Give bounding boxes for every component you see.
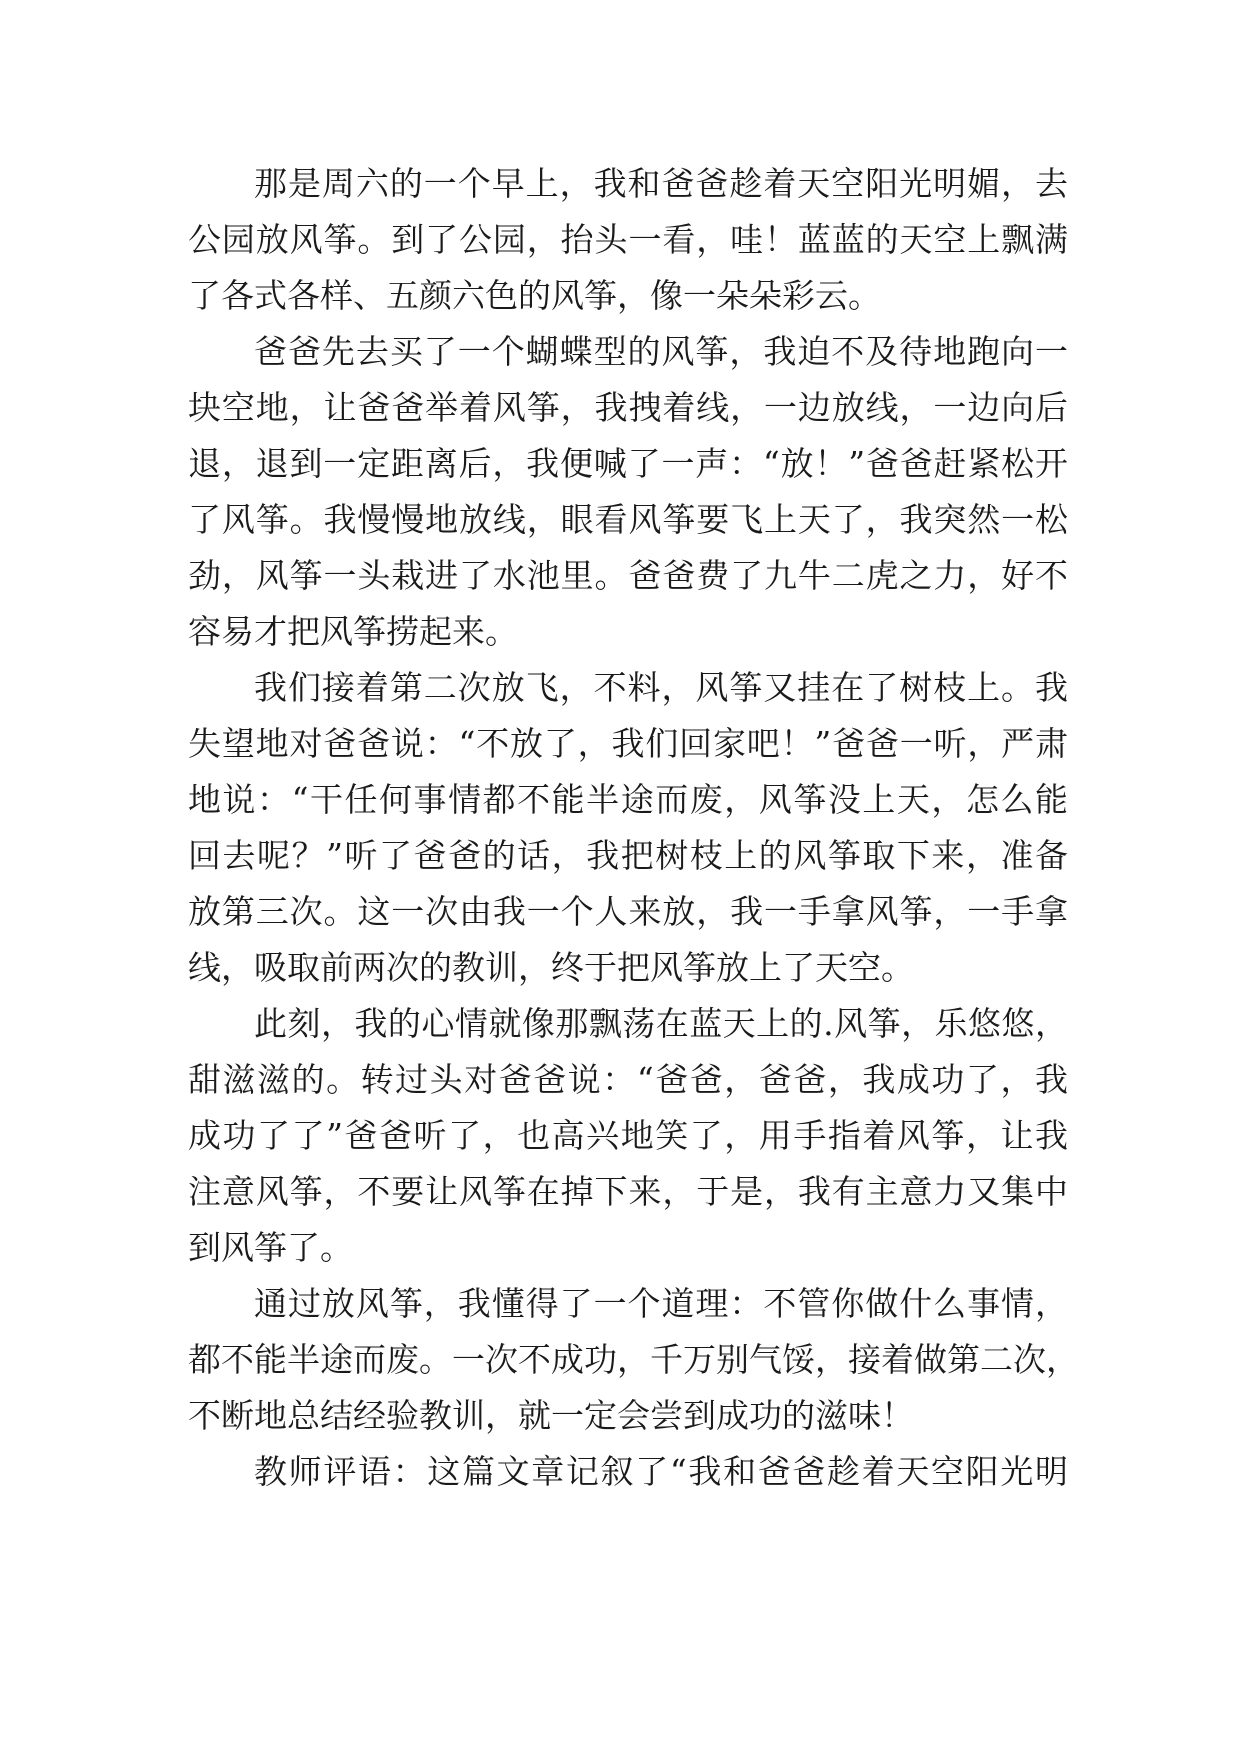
text-line: 成功了了”爸爸听了，也高兴地笑了，用手指着风筝，让我 [188, 1116, 1068, 1155]
paragraph-5 [188, 1276, 1079, 1444]
text-line: 地说：“干任何事情都不能半途而废，风筝没上天，怎么能 [188, 780, 1068, 819]
text-line: 失望地对爸爸说：“不放了，我们回家吧！”爸爸一听，严肃 [188, 724, 1068, 763]
text-line: 到风筝了。 [188, 1228, 353, 1267]
paragraph-3 [188, 660, 1068, 996]
text-line: 我们接着第二次放飞，不料，风筝又挂在了树枝上。我 [254, 668, 1068, 707]
text-line: 那是周六的一个早上，我和爸爸趁着天空阳光明媚，去 [254, 164, 1068, 203]
text-line: 回去呢？”听了爸爸的话，我把树枝上的风筝取下来，准备 [188, 836, 1068, 875]
text-line: 通过放风筝，我懂得了一个道理：不管你做什么事情， [254, 1284, 1068, 1323]
text-line: 不断地总结经验教训，就一定会尝到成功的滋味！ [188, 1396, 914, 1435]
text-line: 爸爸先去买了一个蝴蝶型的风筝，我迫不及待地跑向一 [254, 332, 1068, 371]
text-line: 线，吸取前两次的教训，终于把风筝放上了天空。 [188, 948, 914, 987]
paragraph-2 [188, 324, 1068, 660]
paragraph-1 [188, 156, 1068, 324]
text-line: 此刻，我的心情就像那飘荡在蓝天上的.风筝，乐悠悠， [254, 1004, 1068, 1043]
text-line: 退，退到一定距离后，我便喊了一声：“放！”爸爸赶紧松开 [188, 444, 1068, 483]
text-line: 公园放风筝。到了公园，抬头一看，哇！蓝蓝的天空上飘满 [188, 220, 1068, 259]
text-line: 教师评语：这篇文章记叙了“我和爸爸趁着天空阳光明 [254, 1452, 1068, 1491]
text-line: 了各式各样、五颜六色的风筝，像一朵朵彩云。 [188, 276, 881, 315]
text-line: 都不能半途而废。一次不成功，千万别气馁，接着做第二次， [188, 1340, 1079, 1379]
text-line: 放第三次。这一次由我一个人来放，我一手拿风筝，一手拿 [188, 892, 1068, 931]
essay-body [188, 156, 1079, 1500]
text-line: 甜滋滋的。转过头对爸爸说：“爸爸，爸爸，我成功了，我 [188, 1060, 1068, 1099]
text-line: 了风筝。我慢慢地放线，眼看风筝要飞上天了，我突然一松 [188, 500, 1068, 539]
text-line: 注意风筝，不要让风筝在掉下来，于是，我有主意力又集中 [188, 1172, 1068, 1211]
text-line: 块空地，让爸爸举着风筝，我拽着线，一边放线，一边向后 [188, 388, 1068, 427]
text-line: 容易才把风筝捞起来。 [188, 612, 518, 651]
teacher-comment [188, 1444, 1068, 1500]
text-line: 劲，风筝一头栽进了水池里。爸爸费了九牛二虎之力，好不 [188, 556, 1068, 595]
paragraph-4 [188, 996, 1068, 1276]
